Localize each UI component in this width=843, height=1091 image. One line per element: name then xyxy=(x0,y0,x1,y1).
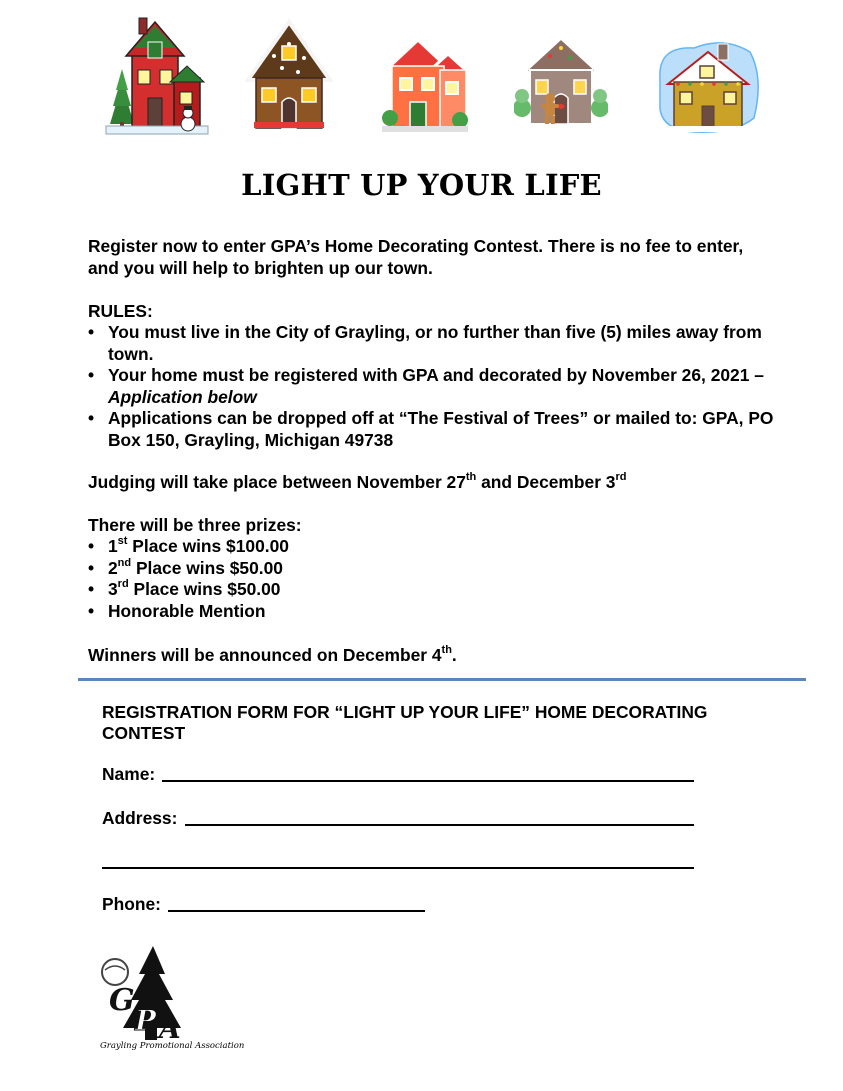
prize-number: 1 xyxy=(108,536,118,556)
rules-heading: RULES: xyxy=(88,301,153,321)
gingerbread-man-house-icon xyxy=(514,32,608,130)
svg-text:G: G xyxy=(109,983,135,1018)
bullet-icon: • xyxy=(88,557,95,578)
intro-line-1: Register now to enter GPA’s Home Decorating Contest. There is no fee to enter, xyxy=(88,236,744,256)
intro-paragraph xyxy=(88,236,808,279)
intro-line-2: and you will help to brighten up our town. xyxy=(88,257,433,278)
logo-caption: Grayling Promotional Association xyxy=(100,1041,245,1051)
name-label: Name: xyxy=(102,764,156,784)
address-field-line[interactable] xyxy=(185,824,694,826)
prizes-heading: There will be three prizes: xyxy=(88,515,302,535)
list-item xyxy=(88,601,788,623)
judging-sup-2: rd xyxy=(615,471,627,484)
prizes-list xyxy=(88,536,788,622)
list-item xyxy=(88,408,788,451)
rule-text-2: Your home must be registered with GPA and decorated by November 26, 2021 – xyxy=(108,365,764,385)
judging-sup-1: th xyxy=(465,471,477,484)
list-item xyxy=(88,365,788,408)
rule-text-1: You must live in the City of Grayling, or no further than five (5) miles away from town. xyxy=(108,322,762,364)
winners-text xyxy=(88,645,808,667)
prize-suffix: rd xyxy=(117,578,129,591)
prize-suffix: st xyxy=(117,535,128,548)
svg-text:A: A xyxy=(159,1012,181,1045)
bullet-icon: • xyxy=(88,365,95,385)
address-label: Address: xyxy=(102,808,178,828)
prize-text: Place wins $100.00 xyxy=(127,536,289,556)
svg-text:P: P xyxy=(135,1004,157,1037)
phone-field-line[interactable] xyxy=(168,910,425,912)
bullet-icon: • xyxy=(88,536,95,556)
registration-form-title xyxy=(102,702,762,744)
list-item xyxy=(88,579,788,601)
house-illustrations xyxy=(0,0,843,150)
rule-text-2-italic: Application below xyxy=(108,386,257,407)
section-divider xyxy=(78,678,806,681)
form-title-line-1: REGISTRATION FORM FOR “LIGHT UP YOUR LIFE” HOME DECORATING xyxy=(102,702,708,722)
prize-text: Place wins $50.00 xyxy=(131,557,283,578)
prize-suffix: nd xyxy=(117,556,132,569)
red-house-icon xyxy=(104,14,210,136)
list-item xyxy=(88,558,788,580)
rules-list xyxy=(88,322,788,451)
bullet-icon: • xyxy=(88,600,95,621)
judging-text xyxy=(88,472,808,494)
winners-sup: th xyxy=(441,644,452,657)
list-item xyxy=(88,536,788,558)
prize-text: Place wins $50.00 xyxy=(128,579,281,599)
prize-number: 2 xyxy=(108,557,118,578)
winners-end: . xyxy=(451,645,457,665)
address-field-line-2[interactable] xyxy=(102,867,694,869)
name-field-line[interactable] xyxy=(162,780,694,782)
page-title: LIGHT UP YOUR LIFE xyxy=(241,168,602,202)
form-title-line-2: CONTEST xyxy=(102,723,186,743)
judging-part-2: and December 3 xyxy=(476,472,616,492)
yellow-snow-house-icon xyxy=(654,38,764,136)
judging-part-1: Judging will take place between November 27 xyxy=(88,472,466,492)
prize-number: 3 xyxy=(108,579,118,599)
list-item xyxy=(88,322,788,365)
gingerbread-house-icon xyxy=(244,18,334,132)
winners-main: Winners will be announced on December 4 xyxy=(88,645,442,665)
bullet-icon: • xyxy=(88,408,95,428)
bullet-icon: • xyxy=(88,322,95,342)
bullet-icon: • xyxy=(88,579,95,599)
rule-text-3: Applications can be dropped off at “The Festival of Trees” or mailed to: GPA, PO Box 150, Grayling, Michigan 49738 xyxy=(108,408,774,450)
orange-house-icon xyxy=(378,34,470,134)
prize-text: Honorable Mention xyxy=(108,600,266,621)
phone-label: Phone: xyxy=(102,894,161,914)
